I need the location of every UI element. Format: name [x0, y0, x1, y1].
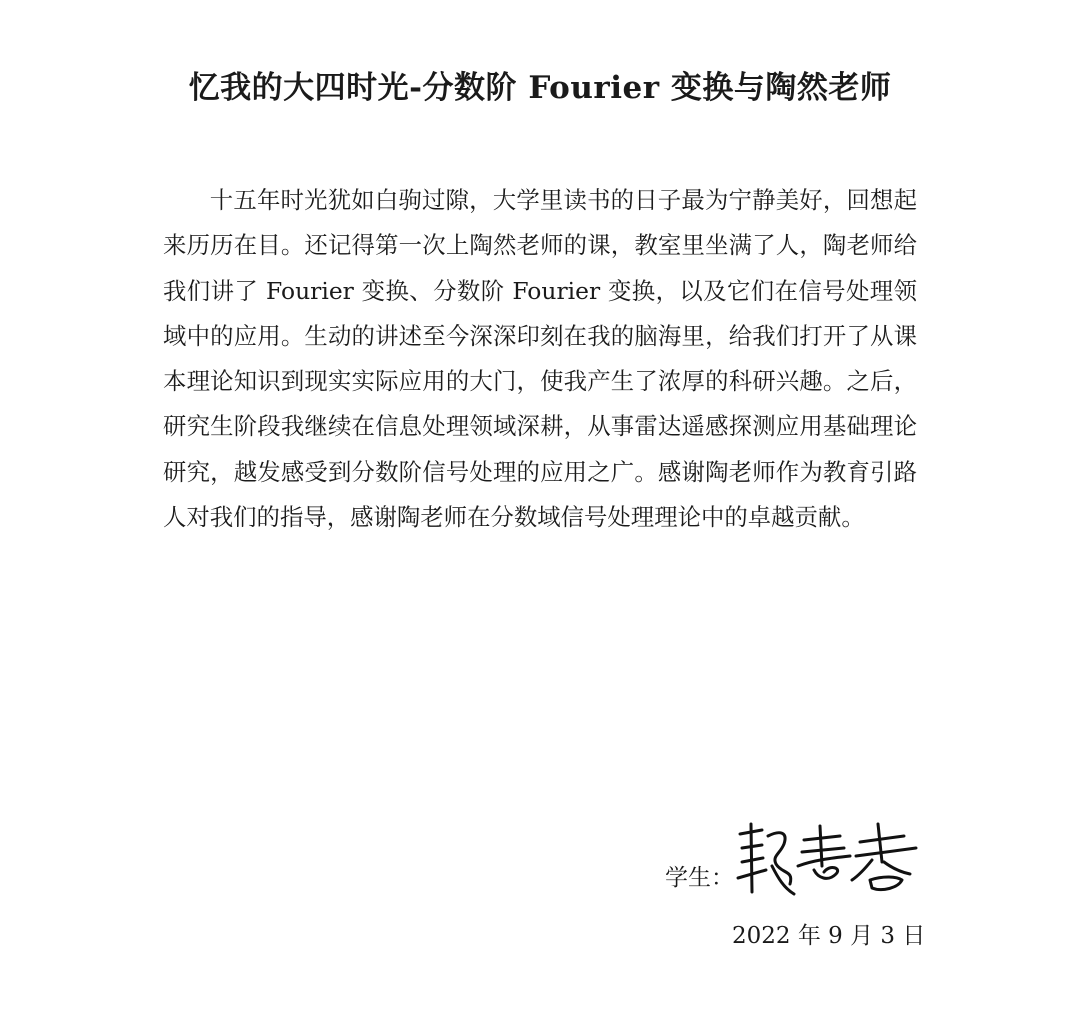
date-line: 2022 年 9 月 3 日 [732, 923, 926, 949]
handwritten-signature [732, 818, 922, 900]
student-label: 学生： [665, 865, 734, 891]
document-title: 忆我的大四时光-分数阶 Fourier 变换与陶然老师 [188, 70, 892, 106]
body-paragraph: 十五年时光犹如白驹过隙，大学里读书的日子最为宁静美好，回想起来历历在目。还记得第一次上陶然老师的课，教室里坐满了人，陶老师给我们讲了 Fourier 变换、分数阶 Fourier 变换，以及它们在信号处理领域中的应用。生动的讲述至今深深印刻在我的脑海里，给我们打开了从课本理论知识到现实实际应用的大门，使我产生了浓厚的科研兴趣。之后，研究生阶段我继续在信息处理领域深耕，从事雷达遥感探测应用基础理论研究，越发感受到分数阶信号处理的应用之广。感谢陶老师作为教育引路人对我们的指导，感谢陶老师在分数域信号处理理论中的卓越贡献。 [163, 186, 917, 532]
